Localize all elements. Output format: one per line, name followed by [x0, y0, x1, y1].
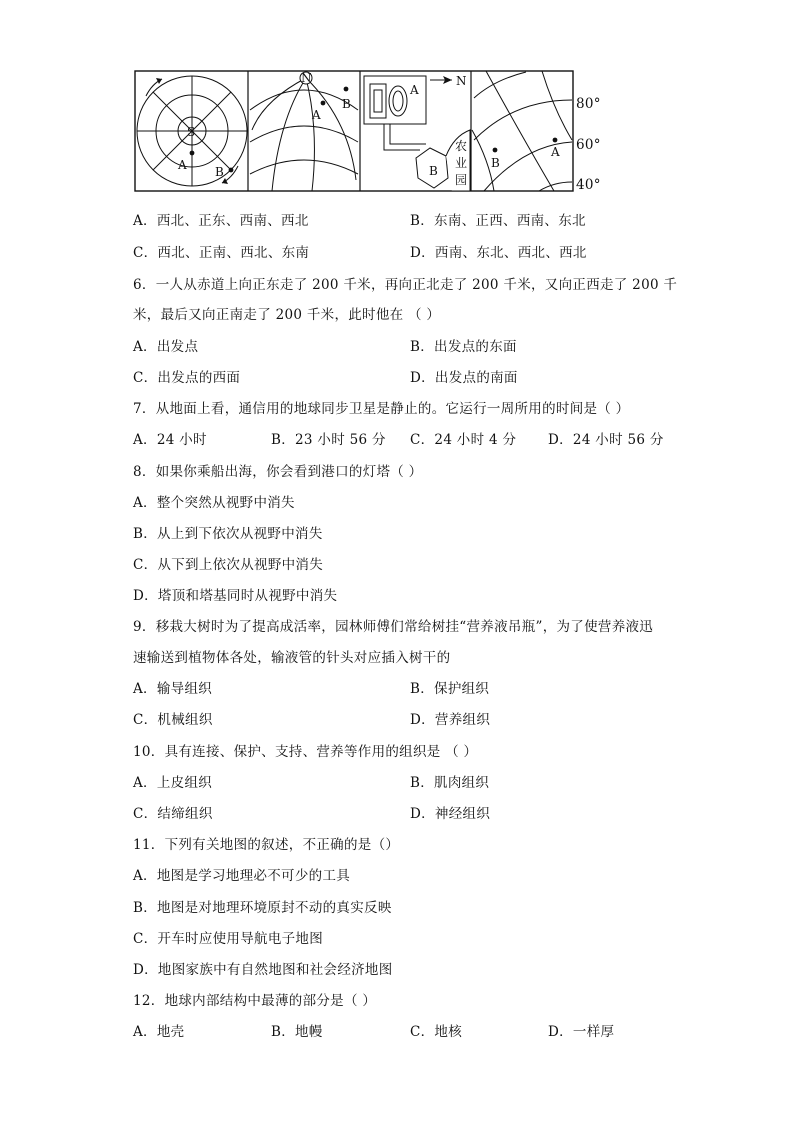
q5-option-b: B．东南、正西、西南、东北: [410, 213, 586, 229]
q7-stem: 7．从地面上看，通信用的地球同步卫星是静止的。它运行一周所用的时间是（ ）: [133, 401, 630, 417]
latitude-40-label: 40°: [576, 177, 601, 193]
q6-option-d: D．出发点的南面: [410, 370, 518, 386]
q7-option-a: A．24 小时: [133, 432, 207, 448]
label-a: A: [410, 83, 419, 97]
q9-option-b: B．保护组织: [410, 681, 490, 697]
q6-stem-line1: 6．一人从赤道上向正东走了 200 千米，再向正北走了 200 千米，又向正西走了 200 千: [133, 277, 678, 293]
farm-char-3: 园: [455, 173, 468, 187]
latitude-80-label: 80°: [576, 96, 601, 112]
label-b: B: [342, 97, 351, 111]
q6-option-a: A．出发点: [133, 339, 199, 355]
map-figure: [134, 70, 574, 192]
panel-plan-map: [364, 74, 470, 191]
panel-north-pole: [250, 71, 358, 191]
q8-option-c: C．从下到上依次从视野中消失: [133, 557, 324, 573]
q10-option-c: C．结缔组织: [133, 806, 213, 822]
q10-option-b: B．肌肉组织: [410, 775, 490, 791]
q9-option-c: C．机械组织: [133, 712, 213, 728]
latitude-60-label: 60°: [576, 137, 601, 153]
label-b: B: [429, 164, 438, 178]
q11-option-a: A．地图是学习地理必不可少的工具: [133, 868, 351, 884]
label-n: N: [456, 74, 467, 88]
q6-option-c: C．出发点的西面: [133, 370, 241, 386]
label-a: A: [312, 108, 321, 122]
q8-option-d: D．塔顶和塔基同时从视野中消失: [133, 588, 338, 604]
q6-stem-line2: 米，最后又向正南走了 200 千米，此时他在 （ ）: [133, 307, 441, 323]
q12-option-d: D．一样厚: [548, 1024, 615, 1040]
q11-option-c: C．开车时应使用导航电子地图: [133, 931, 324, 947]
q6-option-b: B．出发点的东面: [410, 339, 517, 355]
q8-stem: 8．如果你乘船出海，你会看到港口的灯塔（ ）: [133, 464, 423, 480]
label-b: B: [491, 156, 500, 170]
label-a: A: [178, 158, 187, 172]
panel-south-pole: [137, 76, 247, 186]
label-b: B: [215, 165, 224, 179]
q12-option-a: A．地壳: [133, 1024, 185, 1040]
q5-option-a: A．西北、正东、西南、西北: [133, 213, 309, 229]
q9-stem-line2: 速输送到植物体各处，输液管的针头对应插入树干的: [133, 650, 451, 666]
q9-option-d: D．营养组织: [410, 712, 491, 728]
q12-stem: 12．地球内部结构中最薄的部分是（ ）: [133, 993, 377, 1009]
q5-option-c: C．西北、正南、西北、东南: [133, 245, 310, 261]
label-n: N: [301, 71, 312, 85]
label-s: S: [187, 125, 196, 139]
q7-option-c: C．24 小时 4 分: [410, 432, 517, 448]
q12-option-b: B．地幔: [271, 1024, 323, 1040]
q10-stem: 10．具有连接、保护、支持、营养等作用的组织是 （ ）: [133, 744, 478, 760]
farm-char-2: 业: [455, 156, 468, 170]
q5-option-d: D．西南、东北、西北、西北: [410, 245, 587, 261]
label-a: A: [551, 145, 560, 159]
q11-option-b: B．地图是对地理环境原封不动的真实反映: [133, 900, 392, 916]
panel-graticule: [472, 71, 572, 191]
q10-option-d: D．神经组织: [410, 806, 491, 822]
farm-char-1: 农: [455, 139, 468, 153]
q9-option-a: A．输导组织: [133, 681, 213, 697]
q10-option-a: A．上皮组织: [133, 775, 213, 791]
q7-option-b: B．23 小时 56 分: [271, 432, 386, 448]
q12-option-c: C．地核: [410, 1024, 463, 1040]
q8-option-b: B．从上到下依次从视野中消失: [133, 526, 323, 542]
q11-stem: 11．下列有关地图的叙述，不正确的是（）: [133, 837, 400, 853]
q7-option-d: D．24 小时 56 分: [548, 432, 664, 448]
q9-stem-line1: 9．移栽大树时为了提高成活率，园林师傅们常给树挂“营养液吊瓶”，为了使营养液迅: [133, 619, 654, 635]
q11-option-d: D．地图家族中有自然地图和社会经济地图: [133, 962, 393, 978]
q8-option-a: A．整个突然从视野中消失: [133, 495, 295, 511]
